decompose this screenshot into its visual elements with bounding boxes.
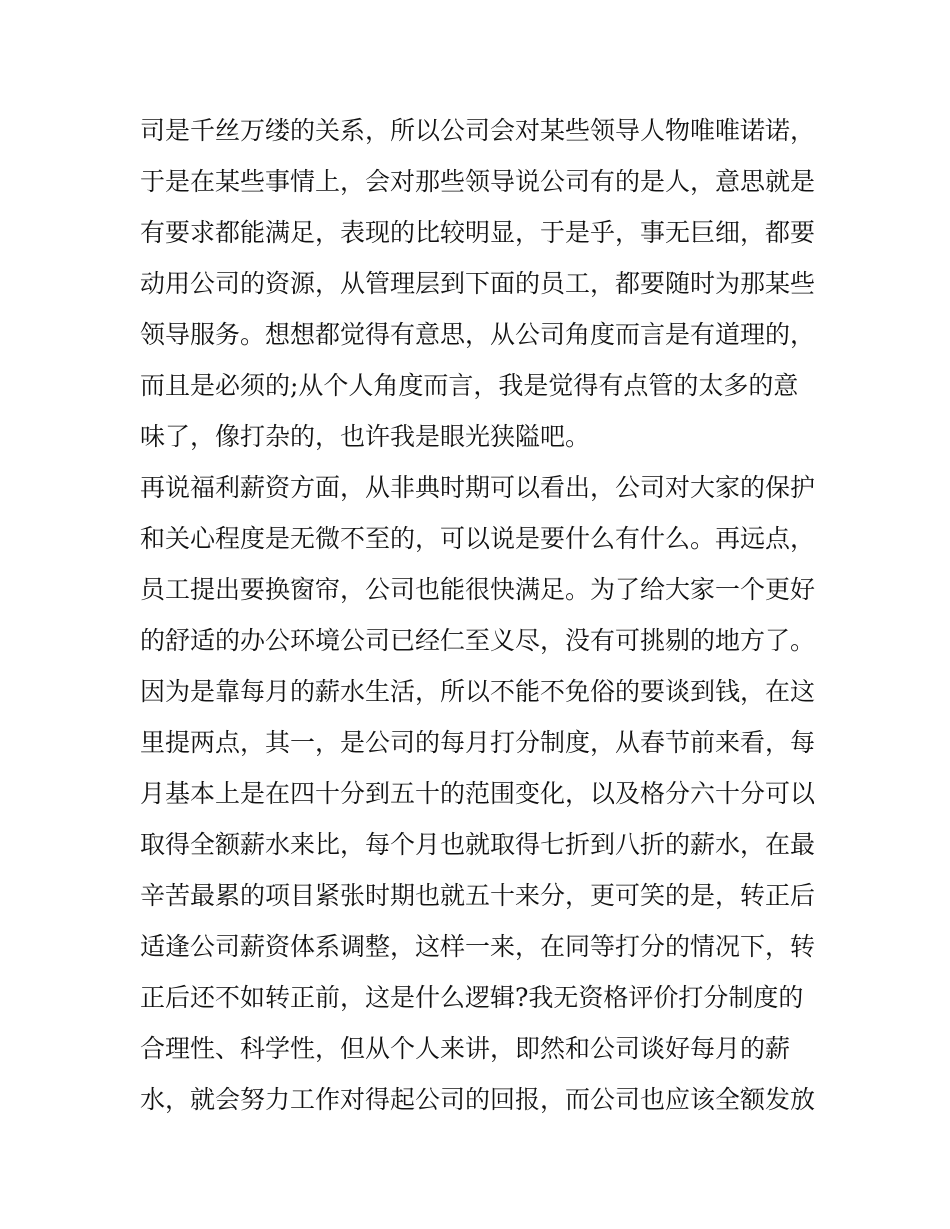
text-line: 水，就会努力工作对得起公司的回报，而公司也应该全额发放 <box>140 1085 816 1114</box>
body-text <box>140 105 830 1125</box>
text-line: 正后还不如转正前，这是什么逻辑?我无资格评价打分制度的 <box>140 983 804 1012</box>
text-line: 因为是靠每月的薪水生活，所以不能不免俗的要谈到钱，在这 <box>140 677 816 706</box>
text-line: 合理性、科学性，但从个人来讲，即然和公司谈好每月的薪 <box>140 1034 791 1063</box>
text-line: 员工提出要换窗帘，公司也能很快满足。为了给大家一个更好 <box>140 575 816 604</box>
text-line: 里提两点，其一，是公司的每月打分制度，从春节前来看，每 <box>140 728 816 757</box>
text-line: 月基本上是在四十分到五十的范围变化，以及格分六十分可以 <box>140 779 816 808</box>
text-line: 和关心程度是无微不至的，可以说是要什么有什么。再远点， <box>140 524 816 553</box>
text-line: 领导服务。想想都觉得有意思，从公司角度而言是有道理的， <box>140 320 816 349</box>
text-line: 有要求都能满足，表现的比较明显，于是乎，事无巨细，都要 <box>140 218 816 247</box>
text-line: 的舒适的办公环境公司已经仁至义尽，没有可挑剔的地方了。 <box>140 626 816 655</box>
text-line: 司是千丝万缕的关系，所以公司会对某些领导人物唯唯诺诺， <box>140 116 816 145</box>
text-line: 动用公司的资源，从管理层到下面的员工，都要随时为那某些 <box>140 269 816 298</box>
text-line: 辛苦最累的项目紧张时期也就五十来分，更可笑的是，转正后 <box>140 881 816 910</box>
text-line: 味了，像打杂的，也许我是眼光狭隘吧。 <box>140 422 591 451</box>
text-line: 再说福利薪资方面，从非典时期可以看出，公司对大家的保护 <box>140 473 816 502</box>
text-line: 于是在某些事情上，会对那些领导说公司有的是人，意思就是 <box>140 167 816 196</box>
text-line: 而且是必须的;从个人角度而言，我是觉得有点管的太多的意 <box>140 371 799 400</box>
text-line: 取得全额薪水来比，每个月也就取得七折到八折的薪水，在最 <box>140 830 816 859</box>
text-line: 适逢公司薪资体系调整，这样一来，在同等打分的情况下，转 <box>140 932 816 961</box>
